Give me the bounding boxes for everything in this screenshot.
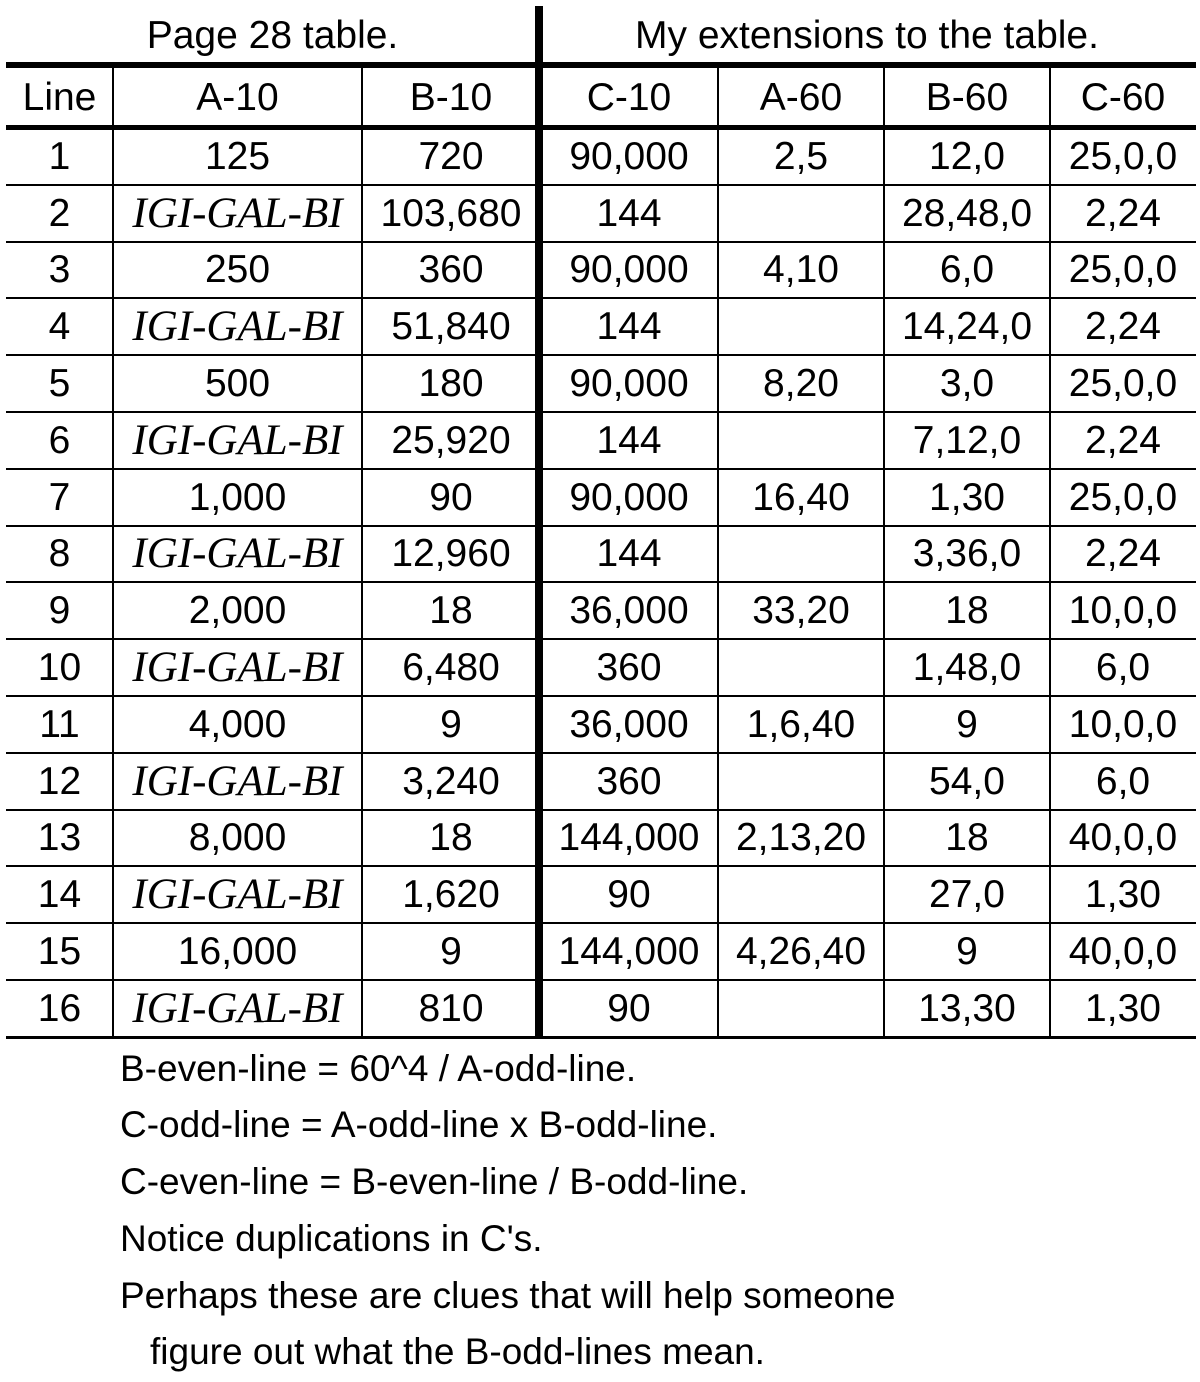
note-line: figure out what the B-odd-lines mean. bbox=[150, 1331, 765, 1372]
cell-b10: 25,920 bbox=[391, 418, 511, 462]
cell-a10: IGI-GAL-BI bbox=[132, 189, 343, 237]
cell-a60 bbox=[718, 753, 884, 810]
cell-b10: 180 bbox=[418, 362, 484, 406]
cell-a10: 8,000 bbox=[188, 816, 287, 860]
cell-c10: 144,000 bbox=[558, 816, 700, 860]
cell-b60: 3,36,0 bbox=[912, 532, 1022, 576]
column-header-b10: B-10 bbox=[409, 75, 493, 119]
left-section-title: Page 28 table. bbox=[146, 14, 399, 57]
cell-b10: 18 bbox=[429, 589, 473, 633]
cell-c10: 90 bbox=[607, 986, 651, 1030]
row-divider bbox=[6, 297, 1196, 299]
cell-c60: 2,24 bbox=[1085, 305, 1161, 349]
cell-b60: 14,24,0 bbox=[901, 305, 1033, 349]
cell-c10: 90,000 bbox=[569, 475, 689, 519]
cell-b60: 7,12,0 bbox=[912, 418, 1022, 462]
cell-b10: 51,840 bbox=[391, 305, 511, 349]
note-line: B-even-line = 60^4 / A-odd-line. bbox=[120, 1048, 637, 1089]
cell-line: 14 bbox=[37, 873, 82, 917]
row-divider bbox=[6, 922, 1196, 924]
column-divider bbox=[717, 66, 719, 1037]
cell-a60: 2,13,20 bbox=[735, 816, 867, 860]
column-header-line: Line bbox=[22, 75, 97, 119]
cell-a10: IGI-GAL-BI bbox=[132, 530, 343, 578]
cell-b10: 9 bbox=[440, 702, 462, 746]
cell-c60: 2,24 bbox=[1085, 418, 1161, 462]
row-divider bbox=[6, 809, 1196, 811]
cell-line: 3 bbox=[48, 248, 71, 292]
note-line: Notice duplications in C's. bbox=[120, 1218, 543, 1259]
cell-line: 16 bbox=[37, 986, 82, 1030]
cell-c60: 25,0,0 bbox=[1068, 134, 1178, 178]
cell-c10: 144,000 bbox=[558, 930, 700, 974]
row-divider bbox=[6, 695, 1196, 697]
cell-c10: 36,000 bbox=[569, 702, 689, 746]
cell-b10: 90 bbox=[429, 475, 473, 519]
column-header-a60: A-60 bbox=[759, 75, 843, 119]
cell-a10: IGI-GAL-BI bbox=[132, 871, 343, 919]
cell-line: 6 bbox=[48, 418, 71, 462]
cell-c10: 144 bbox=[596, 532, 662, 576]
cell-b60: 6,0 bbox=[939, 248, 995, 292]
cell-b60: 1,48,0 bbox=[912, 646, 1022, 690]
row-divider bbox=[6, 979, 1196, 981]
cell-b60: 9 bbox=[956, 702, 978, 746]
cell-a60 bbox=[718, 526, 884, 583]
row-divider bbox=[6, 752, 1196, 754]
cell-a60: 4,26,40 bbox=[735, 930, 867, 974]
cell-c60: 2,24 bbox=[1085, 532, 1161, 576]
cell-c10: 36,000 bbox=[569, 589, 689, 633]
cell-c10: 144 bbox=[596, 305, 662, 349]
cell-b60: 18 bbox=[945, 816, 989, 860]
cell-line: 8 bbox=[48, 532, 71, 576]
bottom-rule bbox=[6, 1036, 1196, 1039]
column-divider bbox=[361, 66, 363, 1037]
row-divider bbox=[6, 865, 1196, 867]
cell-b60: 18 bbox=[945, 589, 989, 633]
cell-c10: 360 bbox=[596, 759, 662, 803]
cell-a10: IGI-GAL-BI bbox=[132, 303, 343, 351]
header-thick-rule bbox=[6, 125, 1196, 130]
cell-b60: 54,0 bbox=[929, 759, 1005, 803]
cell-c10: 90,000 bbox=[569, 248, 689, 292]
cell-b60: 9 bbox=[956, 930, 978, 974]
cell-line: 11 bbox=[39, 702, 80, 746]
cell-line: 13 bbox=[37, 816, 82, 860]
cell-line: 4 bbox=[48, 305, 71, 349]
column-divider bbox=[1049, 66, 1051, 1037]
row-divider bbox=[6, 525, 1196, 527]
cell-a10: 16,000 bbox=[177, 930, 298, 974]
cell-b10: 6,480 bbox=[402, 646, 500, 690]
cell-a10: 250 bbox=[204, 248, 271, 292]
cell-b10: 18 bbox=[429, 816, 473, 860]
cell-c60: 10,0,0 bbox=[1068, 589, 1178, 633]
cell-a10: 2,000 bbox=[188, 589, 287, 633]
cell-a60: 8,20 bbox=[763, 362, 839, 406]
cell-a10: IGI-GAL-BI bbox=[132, 644, 343, 692]
column-divider bbox=[883, 66, 885, 1037]
cell-line: 5 bbox=[48, 362, 71, 406]
cell-a60: 33,20 bbox=[752, 589, 850, 633]
cell-a60 bbox=[718, 866, 884, 923]
cell-a10: 4,000 bbox=[188, 702, 287, 746]
cell-a60: 2,5 bbox=[773, 134, 829, 178]
row-divider bbox=[6, 184, 1196, 186]
cell-a60 bbox=[718, 185, 884, 242]
cell-a60: 1,6,40 bbox=[746, 702, 856, 746]
cell-line: 10 bbox=[37, 646, 82, 690]
cell-b10: 12,960 bbox=[391, 532, 511, 576]
cell-c10: 90 bbox=[607, 873, 651, 917]
cell-c10: 144 bbox=[596, 191, 662, 235]
column-divider bbox=[112, 66, 114, 1037]
cell-c60: 6,0 bbox=[1095, 646, 1151, 690]
cell-b60: 1,30 bbox=[929, 475, 1005, 519]
row-divider bbox=[6, 468, 1196, 470]
cell-c10: 90,000 bbox=[569, 362, 689, 406]
column-header-b60: B-60 bbox=[925, 75, 1009, 119]
cell-a60: 16,40 bbox=[752, 475, 850, 519]
cell-a60 bbox=[718, 639, 884, 696]
cell-c60: 40,0,0 bbox=[1068, 930, 1178, 974]
cell-b10: 360 bbox=[418, 248, 484, 292]
cell-a60 bbox=[718, 980, 884, 1037]
cell-b60: 3,0 bbox=[939, 362, 995, 406]
cell-b10: 9 bbox=[440, 930, 462, 974]
cell-line: 7 bbox=[48, 475, 71, 519]
cell-a10: IGI-GAL-BI bbox=[132, 757, 343, 805]
cell-a10: 500 bbox=[204, 362, 271, 406]
row-divider bbox=[6, 411, 1196, 413]
cell-a10: 125 bbox=[204, 134, 271, 178]
cell-c10: 144 bbox=[596, 418, 662, 462]
cell-a60 bbox=[718, 412, 884, 469]
cell-c10: 360 bbox=[596, 646, 662, 690]
cell-c60: 25,0,0 bbox=[1068, 362, 1178, 406]
cell-c60: 25,0,0 bbox=[1068, 248, 1178, 292]
section-divider-thick bbox=[535, 6, 543, 1037]
cell-b10: 103,680 bbox=[380, 191, 522, 235]
cell-c10: 90,000 bbox=[569, 134, 689, 178]
note-line: C-even-line = B-even-line / B-odd-line. bbox=[120, 1161, 749, 1202]
cell-c60: 25,0,0 bbox=[1068, 475, 1178, 519]
column-header-c10: C-10 bbox=[586, 75, 672, 119]
row-divider bbox=[6, 241, 1196, 243]
cell-c60: 6,0 bbox=[1095, 759, 1151, 803]
cell-a10: IGI-GAL-BI bbox=[132, 984, 343, 1032]
cell-c60: 40,0,0 bbox=[1068, 816, 1178, 860]
cell-line: 1 bbox=[48, 134, 71, 178]
right-section-title: My extensions to the table. bbox=[635, 14, 1099, 57]
cell-b60: 28,48,0 bbox=[901, 191, 1033, 235]
cell-c60: 1,30 bbox=[1085, 873, 1161, 917]
cell-line: 2 bbox=[48, 191, 71, 235]
cell-a10: IGI-GAL-BI bbox=[132, 416, 343, 464]
cell-a10: 1,000 bbox=[188, 475, 287, 519]
column-header-a10: A-10 bbox=[196, 75, 279, 119]
note-line: Perhaps these are clues that will help someone bbox=[120, 1275, 896, 1316]
cell-a60: 4,10 bbox=[763, 248, 839, 292]
cell-c60: 10,0,0 bbox=[1068, 702, 1178, 746]
note-line: C-odd-line = A-odd-line x B-odd-line. bbox=[120, 1104, 718, 1145]
cell-b10: 720 bbox=[418, 134, 484, 178]
cell-b60: 12,0 bbox=[929, 134, 1005, 178]
cell-a60 bbox=[718, 298, 884, 355]
row-divider bbox=[6, 581, 1196, 583]
cell-b10: 3,240 bbox=[402, 759, 500, 803]
row-divider bbox=[6, 354, 1196, 356]
row-divider bbox=[6, 638, 1196, 640]
cell-line: 12 bbox=[37, 759, 82, 803]
cell-c60: 1,30 bbox=[1085, 986, 1161, 1030]
cell-b10: 1,620 bbox=[402, 873, 500, 917]
top-thick-rule bbox=[6, 62, 1196, 68]
column-header-c60: C-60 bbox=[1080, 75, 1166, 119]
cell-b10: 810 bbox=[418, 986, 484, 1030]
cell-b60: 27,0 bbox=[929, 873, 1005, 917]
cell-b60: 13,30 bbox=[918, 986, 1016, 1030]
cell-c60: 2,24 bbox=[1085, 191, 1161, 235]
cell-line: 9 bbox=[48, 589, 71, 633]
cell-line: 15 bbox=[37, 930, 82, 974]
